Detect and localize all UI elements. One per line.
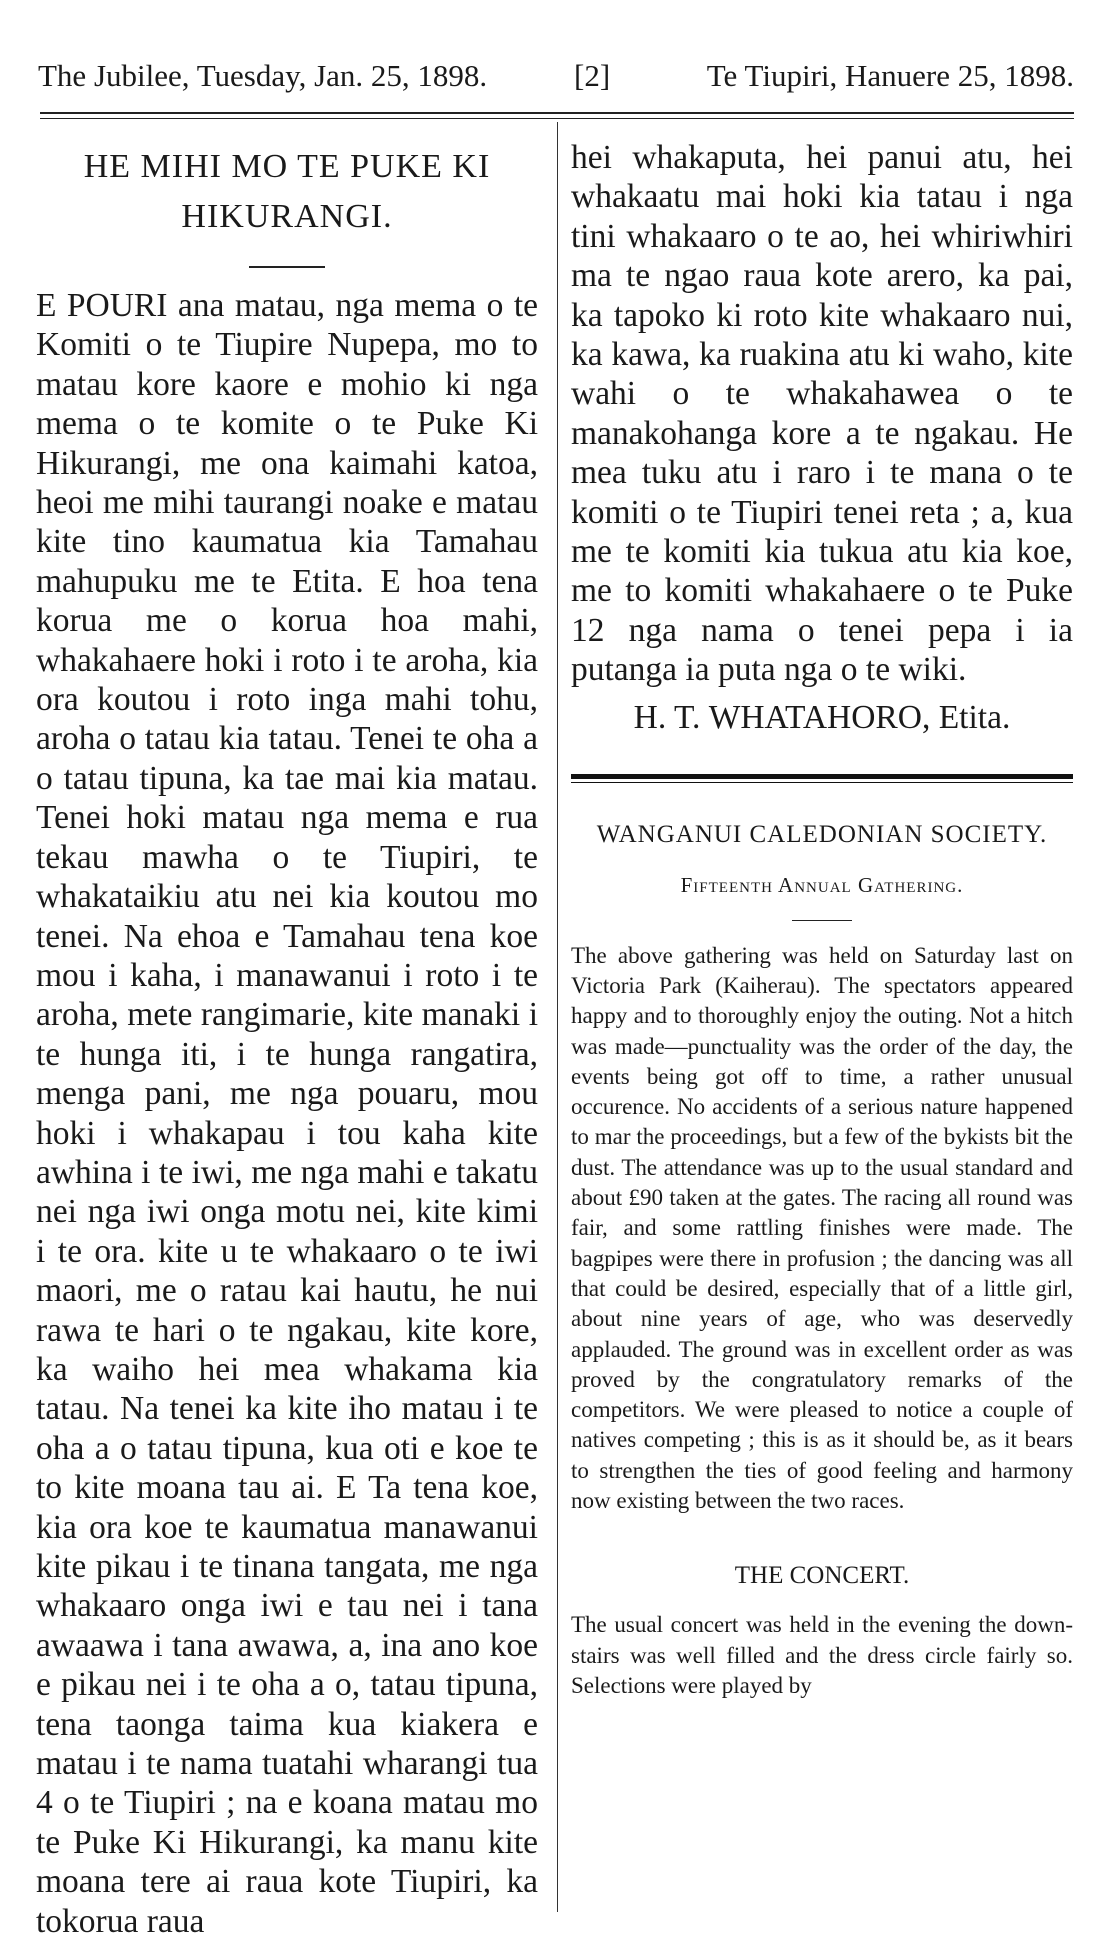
article-body: The above gathering was held on Saturday last on Victoria Park (Kaiherau). The spectators appeared happy and to thoroughly enjoy the outing. Not a hitch was made—punctuality was the order of the day, the events being got off to time, a rather unusual occurence. No accidents of a serious nature happened to mar the proceedings, but a few of the bykists bit the dust. The attendance was up to the usual standard and about £90 taken at the gates. The racing all round was fair, and some rattling finishes were made. The bagpipes were there in profusion ; the dancing was all that could be desired, especially that of a little girl, about nine years of age, who was deservedly applauded. The ground was in excellent order as was proved by the congratulatory remarks of the competitors. We were pleased to notice a couple of natives competing ; this is as it should be, as it bears to strengthen the ties of good feeling and harmony now existing between the two races. [571, 942, 1073, 1514]
section-rule-thick [571, 774, 1073, 779]
concert-body: The usual concert was held in the evening the down-stairs was well filled and the dress circle fairly so. Selections were played by [571, 1612, 1073, 1698]
opening-words: E POURI [36, 287, 168, 324]
header-english-date: The Jubilee, Tuesday, Jan. 25, 1898. [38, 58, 488, 93]
section-rule-thin [571, 782, 1073, 783]
maori-letter-body [36, 286, 538, 1941]
right-column [571, 128, 1073, 1701]
page-number: [2] [574, 58, 611, 93]
maori-letter-continuation: hei whakaputa, hei panui atu, hei whakaatu mai hoki kia tatau i nga tini whakaaro o te ao, hei whiriwhiri ma te ngao raua kote arero, ka pai, ka tapoko ki roto kite whakaaro nui, ka kawa, ka ruakina atu ki waho, kite wahi o te whakahawea o te manakohanga kore a te ngakau. He mea tuku atu i raro i te mana o te komiti o te Tiupiri tenei reta ; a, kua me te komiti kia tukua atu kia koe, me to komiti whakahaere o te Puke 12 nga nama o tenei pepa i ia putanga ia puta nga o te wiki. [571, 139, 1073, 689]
signature-title: , Etita. [921, 698, 1011, 736]
column-divider [557, 122, 558, 1912]
header-maori-date: Te Tiupiri, Hanuere 25, 1898. [706, 58, 1074, 93]
editor-signature [571, 696, 1073, 740]
letter-text: ana matau, nga mema o te Komiti o te Tiupire Nupepa, mo to matau kore kaore e mohio ki nga mema o te komite o te Puke Ki Hikurangi, me ona kaimahi katoa, heoi me mihi taurangi noake e matau kite tino kaumatua kia Tamahau mahupuku me te Etita. E hoa tena korua me o korua hoa mahi, whakahaere hoki i roto i te aroha, kia ora koutou i roto inga mahi tohu, aroha o tatau kia tatau. Tenei te oha a o tatau tipuna, ka tae mai kia matau. Tenei hoki matau nga mema e rua tekau mawha o te Tiupiri, te whakataikiu atu nei kia koutou mo tenei. Na ehoa e Tamahau tena koe mou i kaha, i manawanui i roto i te aroha, mete rangimarie, kite manaki i te hunga iti, i te hunga rangatira, menga pani, me nga pouaru, mou hoki i whakapau i tou kaha kite awhina i te iwi, me nga mahi e takatu nei nga iwi onga motu nei, kite kimi i te ora. kite u te whakaaro o te iwi maori, me o ratau kai hautu, he nui rawa te hari o te ngakau, kite kore, ka waiho hei mea whakama kia tatau. Na tenei ka kite iho matau i te oha a o tatau tipuna, kua oti e koe te to kite moana tau ai. E Ta tena koe, kia ora koe te kaumatua manawanui kite pikau i te tinana tangata, me nga whakaaro onga iwi e tau nei i tana awaawa i tana awawa, a, ina ano koe e pikau nei i te oha a o, tatau tipuna, tena taonga taima kua kiakera e matau i te nama tuatahi wharangi tua 4 o te Tiupiri ; na e koana matau mo te Puke Ki Hikurangi, ka manu kite moana tere ai raua kote Tiupiri, ka tokorua raua [36, 287, 538, 1940]
article-subtitle: Fifteenth Annual Gathering. [680, 872, 964, 897]
subtitle-separator [792, 920, 852, 921]
title-line-1: HE MIHI MO TE PUKE KI [83, 148, 491, 185]
page-header [36, 58, 1074, 98]
signature-name: WHATAHORO [708, 698, 922, 736]
article-title-english: WANGANUI CALEDONIAN SOCIETY. [596, 820, 1048, 848]
title-separator [249, 266, 325, 268]
article-title-maori [36, 142, 538, 242]
signature-initials: H. T. [633, 698, 701, 736]
title-line-2: HIKURANGI. [181, 198, 393, 235]
header-rule-thin [40, 118, 1074, 119]
concert-heading: THE CONCERT. [734, 1562, 910, 1590]
header-rule-thick [40, 112, 1074, 114]
left-column [36, 128, 538, 1941]
